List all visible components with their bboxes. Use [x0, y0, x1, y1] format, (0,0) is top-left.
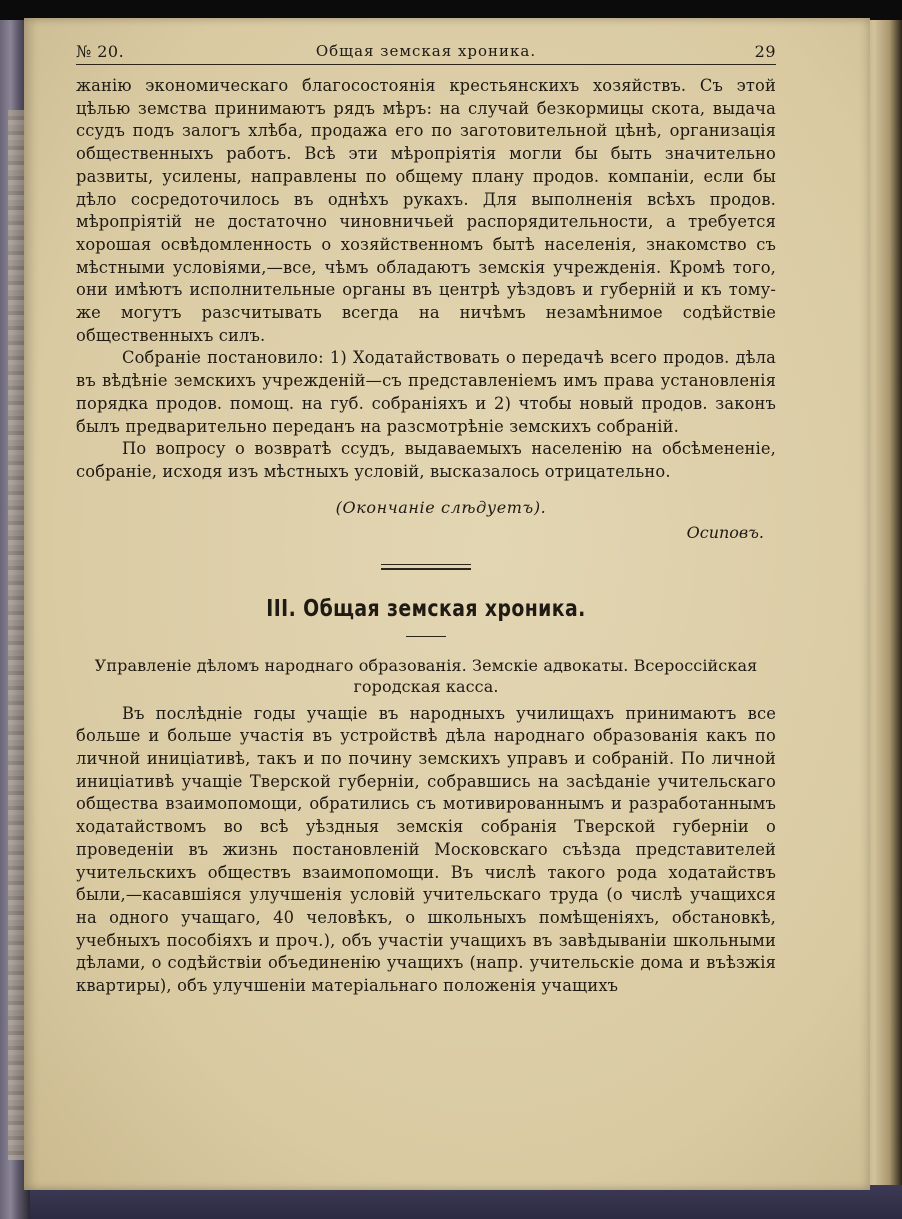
page-content: [76, 40, 776, 998]
paragraph: По вопросу о возвратѣ ссудъ, выдаваемыхъ населенію на обсѣмененіе, собраніе, исходя изъ мѣстныхъ условій, высказалось отрицательно.: [76, 439, 776, 481]
paragraph: Собраніе постановило: 1) Ходатайствовать о передачѣ всего продов. дѣла въ вѣдѣніе земскихъ учрежденій—съ представленіемъ имъ права установленія порядка продов. помощ. на губ. собраніяхъ и 2) чтобы новый продов. законъ былъ предварительно переданъ на разсмотрѣніе земскихъ собраній.: [76, 348, 776, 436]
issue-number: № 20.: [76, 42, 125, 61]
paragraph: Въ послѣдніе годы учащіе въ народныхъ училищахъ принимаютъ все больше и больше участія въ устройствѣ дѣла народнаго образованія какъ по личной иниціативѣ, такъ и по почину земскихъ управъ и собраній. По личной иниціативѣ учащіе Тверской губерніи, собравшись на засѣданіе учительскаго общества взаимопомощи, обратились съ мотивированнымъ и разработаннымъ ходатайствомъ во всѣ уѣздныя земскія собранія Тверской губерніи о проведеніи въ жизнь постановленій Московскаго съѣзда представителей учительскихъ обществъ взаимопомощи. Въ числѣ такого рода ходатайствъ были,—касавшіяся улучшенія условій учительскаго труда (о числѣ учащихся на одного учащаго, 40 человѣкъ, о школьныхъ помѣщеніяхъ, обстановкѣ, учебныхъ пособіяхъ и проч.), объ участіи учащихъ въ завѣдываніи школьными дѣлами, о содѣйствіи объединенію учащихъ (напр. учительскіе дома и въѣзжія квартиры), объ улучшеніи матеріальнаго положенія учащихъ: [76, 703, 776, 996]
continuation-note: (Окончаніе слѣдуетъ).: [335, 497, 547, 517]
running-head: [76, 40, 776, 65]
section-body: [76, 703, 776, 998]
cover-board: [30, 1185, 902, 1219]
page-number: 29: [754, 42, 776, 61]
article-body: [76, 75, 776, 484]
section-title: III. Общая земская хроника.: [266, 595, 586, 622]
book-page: [24, 18, 870, 1190]
paragraph: жанію экономическаго благосостоянія крестьянскихъ хозяйствъ. Съ этой цѣлью земства принимаютъ рядъ мѣръ: на случай безкормицы скота, выдача ссудъ подъ залогъ хлѣба, продажа его по заготовительной цѣнѣ, организація общественныхъ работъ. Всѣ эти мѣропріятія могли бы быть значительно развиты, усилены, направлены по общему плану продов. компаніи, если бы дѣло сосредоточилось въ однѣхъ рукахъ. Для выполненія всѣхъ продов. мѣропріятій не достаточно чиновничьей распорядительности, а требуется хорошая освѣдомленность о хозяйственномъ бытѣ населенія, знакомство съ мѣстными условіями,—все, чѣмъ обладаютъ земскія учрежденія. Кромѣ того, они имѣютъ исполнительные органы въ центрѣ уѣздовъ и губерній и къ тому-же могутъ разсчитывать всегда на ничѣмъ незамѣнимое содѣйствіе общественныхъ силъ.: [76, 76, 776, 345]
running-title: Общая земская хроника.: [315, 42, 537, 60]
author-signature: Осиповъ.: [686, 522, 764, 542]
title-rule: [406, 636, 446, 637]
section-summary: Управленіе дѣломъ народнаго образованія. Земскіе адвокаты. Всероссійская городская касса.: [94, 655, 758, 696]
section-divider: [381, 564, 471, 570]
